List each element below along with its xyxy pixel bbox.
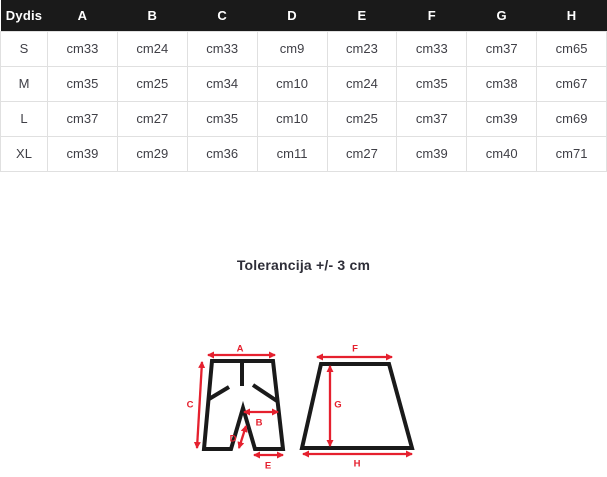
size-cell: cm24 (117, 31, 187, 66)
size-cell: cm35 (397, 66, 467, 101)
column-header-a: A (48, 0, 118, 31)
size-label-cell: S (1, 31, 48, 66)
size-cell: cm25 (117, 66, 187, 101)
size-cell: cm39 (467, 101, 537, 136)
column-header-c: C (187, 0, 257, 31)
table-row-s (1, 31, 607, 66)
dimension-arrow-c (197, 362, 202, 448)
table-row-m (1, 66, 607, 101)
size-cell: cm36 (187, 136, 257, 171)
size-cell: cm69 (537, 101, 607, 136)
dimension-label-b: B (255, 417, 263, 429)
dimension-label-g: G (334, 399, 342, 411)
table-row-xl (1, 136, 607, 171)
panel-outline-icon (302, 364, 412, 448)
dimension-label-f: F (352, 343, 358, 355)
tolerance-note: Tolerancija +/- 3 cm (236, 256, 371, 273)
column-header-f: F (397, 0, 467, 31)
size-cell: cm37 (397, 101, 467, 136)
column-header-g: G (467, 0, 537, 31)
size-cell: cm27 (117, 101, 187, 136)
size-cell: cm9 (257, 31, 327, 66)
size-cell: cm39 (48, 136, 118, 171)
dimension-label-a: A (236, 343, 244, 355)
dimension-label-d: D (229, 433, 237, 445)
size-cell: cm35 (48, 66, 118, 101)
size-chart-table (0, 0, 607, 172)
size-cell: cm67 (537, 66, 607, 101)
size-label-cell: L (1, 101, 48, 136)
size-cell: cm27 (327, 136, 397, 171)
dimension-label-e: E (264, 460, 272, 472)
size-cell: cm33 (187, 31, 257, 66)
column-header-h: H (537, 0, 607, 31)
size-cell: cm34 (187, 66, 257, 101)
size-label-cell: XL (1, 136, 48, 171)
size-cell: cm38 (467, 66, 537, 101)
size-cell: cm71 (537, 136, 607, 171)
column-header-b: B (117, 0, 187, 31)
size-cell: cm37 (48, 101, 118, 136)
size-cell: cm11 (257, 136, 327, 171)
size-label-cell: M (1, 66, 48, 101)
dimension-label-c: C (186, 399, 194, 411)
size-cell: cm39 (397, 136, 467, 171)
size-cell: cm24 (327, 66, 397, 101)
column-header-e: E (327, 0, 397, 31)
dimension-label-h: H (353, 458, 361, 470)
size-cell: cm40 (467, 136, 537, 171)
size-cell: cm33 (397, 31, 467, 66)
measurement-diagram (175, 330, 440, 477)
column-header-d: D (257, 0, 327, 31)
size-cell: cm37 (467, 31, 537, 66)
size-cell: cm25 (327, 101, 397, 136)
size-cell: cm29 (117, 136, 187, 171)
table-header-row (1, 0, 607, 31)
size-cell: cm65 (537, 31, 607, 66)
size-cell: cm23 (327, 31, 397, 66)
column-header-size: Dydis (1, 0, 48, 31)
size-cell: cm33 (48, 31, 118, 66)
table-row-l (1, 101, 607, 136)
size-cell: cm10 (257, 66, 327, 101)
dimension-arrow-d (239, 426, 246, 448)
size-cell: cm10 (257, 101, 327, 136)
size-cell: cm35 (187, 101, 257, 136)
